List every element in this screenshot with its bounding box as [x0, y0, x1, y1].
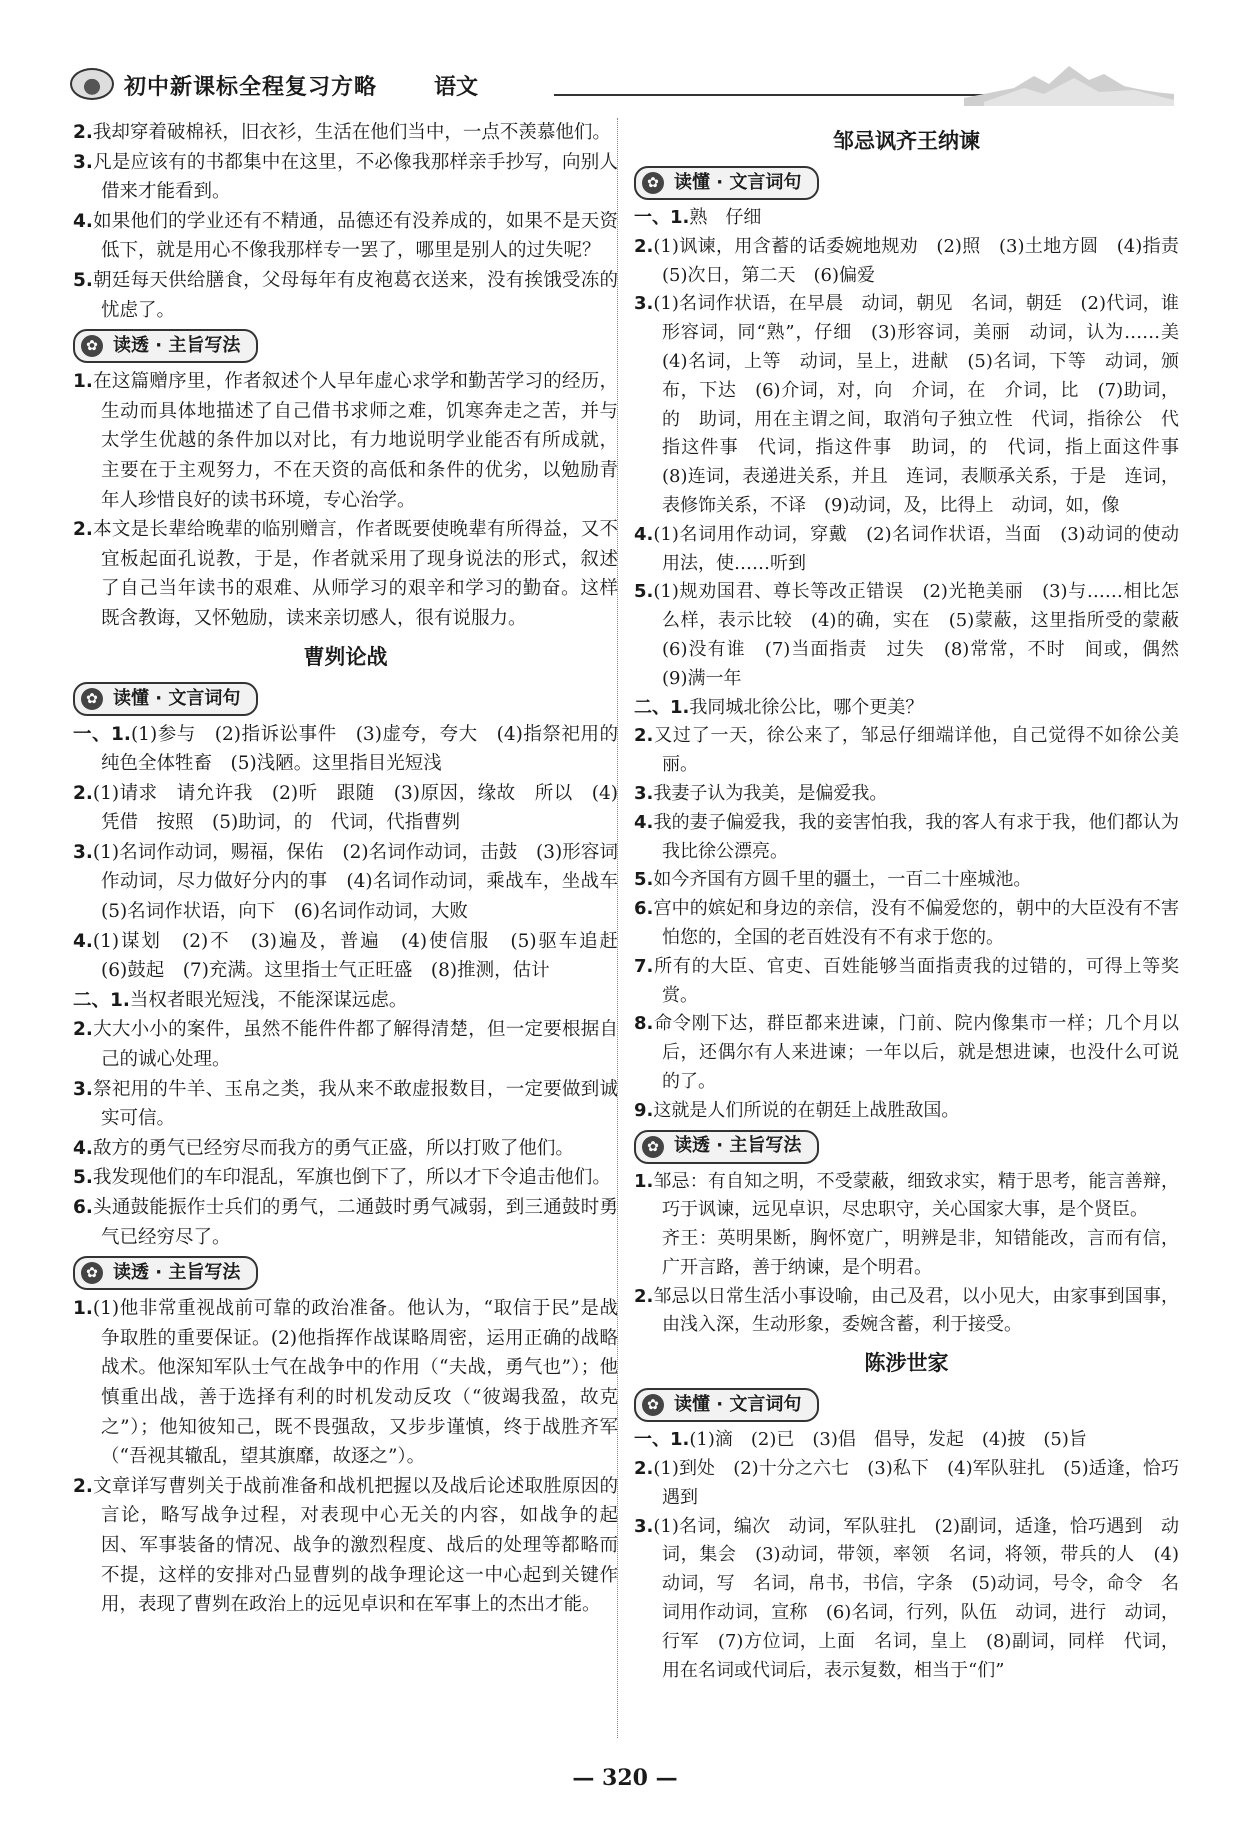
answer-item [73, 720, 618, 779]
answer-item [73, 986, 618, 1016]
mountain-decoration-icon [964, 58, 1174, 106]
answer-item [73, 515, 618, 633]
item-number: 4. [73, 930, 93, 952]
item-number: 一、1. [634, 207, 690, 228]
answer-item [634, 521, 1179, 579]
item-number: 5. [73, 269, 93, 291]
item-number: 7. [634, 955, 654, 977]
section-tag [634, 166, 819, 200]
answer-item [634, 1097, 1179, 1126]
item-number: 3. [634, 293, 654, 315]
flower-icon: ✿ [642, 172, 664, 194]
section-tag-label: 读透 · 主旨写法 [113, 335, 241, 357]
answer-item [634, 1513, 1179, 1686]
item-number: 1. [73, 371, 93, 393]
item-text: 在这篇赠序里，作者叙述个人早年虚心求学和勤苦学习的经历，生动而具体地描述了自己借书求师之难，饥寒奔走之苦，并与太学生优越的条件加以对比，有力地说明学业能否有所成就，主要在于主观努力，不在天资的高低和条件的优劣，以勉励青年人珍惜良好的读书环境，专心治学。 [92, 371, 618, 511]
answer-item [634, 1283, 1179, 1341]
answer-item [634, 204, 1179, 233]
item-text: (1)规劝国君、尊长等改正错误 (2)光艳美丽 (3)与……相比怎么样，表示比较 (4)的确，实在 (5)蒙蔽，这里指所受的蒙蔽 (6)没有谁 (7)当面指责 过失 (8)常常，不时 间或，偶然 (9)满一年 [653, 581, 1197, 689]
item-number: 一、1. [634, 1429, 690, 1451]
item-number: 4. [634, 523, 654, 545]
item-text: 又过了一天，徐公来了，邹忌仔细端详他，自己觉得不如徐公美丽。 [653, 725, 1179, 776]
answer-item [634, 895, 1179, 953]
answer-item [73, 1294, 618, 1472]
item-text: (1)名词，编次 动词，军队驻扎 (2)副词，适逢，恰巧遇到 动词，集会 (3)动词，带领，率领 名词，将领，带兵的人 (4)动词，写 名词，帛书，书信，字条 (5)动词，号令，命令 名词用作动词，宣称 (6)名词，行列，队伍 动词，进行 动词，行军 (7)方位词，上面 名词，皇上 (8)副词，同样 代词，用在名词或代词后，表示复数，相当于“们” [653, 1515, 1179, 1681]
answer-item [634, 694, 1179, 723]
item-number: 2. [634, 725, 654, 747]
item-number: 9. [634, 1099, 654, 1121]
answer-item [73, 779, 618, 838]
answer-item [73, 1134, 618, 1164]
answer-item [634, 578, 1197, 693]
item-text: 邹忌以日常生活小事设喻，由己及君，以小见大，由家事到国事，由浅入深，生动形象，委婉含蓄，利于接受。 [653, 1285, 1179, 1336]
item-text: (1)讽谏，用含蓄的话委婉地规劝 (2)照 (3)土地方圆 (4)指责 (5)次日，第二天 (6)偏爱 [653, 235, 1197, 286]
flower-icon: ✿ [642, 1136, 664, 1158]
answer-item [73, 1472, 618, 1620]
item-text: 所有的大臣、官吏、百姓能够当面指责我的过错的，可得上等奖赏。 [653, 955, 1179, 1006]
item-number: 3. [73, 151, 93, 173]
item-text: 大大小小的案件，虽然不能件件都了解得清楚，但一定要根据自己的诚心处理。 [92, 1019, 618, 1071]
answer-item [634, 866, 1179, 895]
answer-item [73, 838, 637, 927]
section-tag [634, 1130, 819, 1164]
item-number: 5. [634, 581, 654, 603]
item-number: 5. [73, 1167, 93, 1189]
item-text: 齐王：英明果断，胸怀宽广，明辨是非，知错能改，言而有信，广开言路，善于纳谏，是个明君。 [662, 1228, 1179, 1278]
item-number: 3. [634, 782, 654, 804]
item-text: (1)名词用作动词，穿戴 (2)名词作状语，当面 (3)动词的使动用法，使……听到 [653, 523, 1179, 574]
page-number: — 320 — [572, 1765, 678, 1791]
item-number: 一、1. [73, 723, 131, 745]
answer-item [73, 266, 618, 325]
item-number: 2. [73, 1475, 93, 1497]
answer-item [634, 722, 1179, 780]
item-text: 宫中的嫔妃和身边的亲信，没有不偏爱您的，朝中的大臣没有不害怕您的，全国的老百姓没有不有求于您的。 [653, 898, 1179, 948]
book-title: 初中新课标全程复习方略 [124, 75, 378, 100]
section-tag [634, 1388, 819, 1422]
item-text: 头通鼓能振作士兵们的勇气，二通鼓时勇气减弱，到三通鼓时勇气已经穷尽了。 [92, 1197, 618, 1248]
item-number: 2. [73, 519, 93, 541]
item-number: 1. [73, 1298, 93, 1320]
answer-item [634, 780, 1179, 809]
item-text: (1)到处 (2)十分之六七 (3)私下 (4)军队驻扎 (5)适逢，恰巧遇到 [653, 1458, 1179, 1508]
item-text: 如果他们的学业还有不精通，品德还有没养成的，如果不是天资低下，就是用心不像我那样专一罢了，哪里是别人的过失呢？ [92, 210, 618, 262]
item-number: 8. [634, 1013, 654, 1035]
section-tag-label: 读懂 · 文言词句 [674, 171, 802, 193]
flower-icon: ✿ [642, 1394, 664, 1416]
section-tag-label: 读懂 · 文言词句 [113, 687, 241, 709]
flower-icon: ✿ [81, 335, 103, 357]
item-text: 我却穿着破棉袄，旧衣衫，生活在他们当中，一点不羡慕他们。 [92, 122, 611, 143]
item-number: 2. [73, 1019, 93, 1041]
answer-item [634, 1168, 1179, 1226]
answer-item [634, 1225, 1179, 1283]
item-number: 6. [634, 898, 654, 920]
answer-item [634, 1455, 1179, 1513]
item-text: 我发现他们的车印混乱，军旗也倒下了，所以才下令追击他们。 [92, 1167, 611, 1189]
answer-item [73, 207, 618, 266]
item-text: (1)滴 (2)已 (3)倡 倡导，发起 (4)披 (5)旨 [689, 1429, 1087, 1451]
right-column [634, 118, 1197, 1685]
item-text: 凡是应该有的书都集中在这里，不必像我那样亲手抄写，向别人借来才能看到。 [92, 151, 618, 203]
item-number: 二、1. [73, 989, 130, 1011]
section-tag-label: 读透 · 主旨写法 [674, 1135, 802, 1157]
item-text: (1)谋划 (2)不 (3)遍及，普遍 (4)使信服 (5)驱车追赶 (6)鼓起 (7)充满。这里指士气正旺盛 (8)推测，估计 [92, 930, 637, 982]
item-text: 如今齐国有方圆千里的疆土，一百二十座城池。 [653, 869, 1032, 891]
item-text: 邹忌：有自知之明，不受蒙蔽，细致求实，精于思考，能言善辩，巧于讽谏，远见卓识，尽忠职守，关心国家大事，是个贤臣。 [653, 1170, 1179, 1221]
lesson-title: 邹忌讽齐王纳谏 [833, 129, 980, 153]
item-number: 4. [73, 1137, 93, 1159]
left-column [73, 118, 637, 1620]
item-number: 2. [634, 1458, 654, 1480]
answer-item [634, 290, 1197, 520]
item-text: (1)请求 请允许我 (2)听 跟随 (3)原因，缘故 所以 (4)凭借 按照 (5)助词，的 代词，代指曹刿 [92, 782, 618, 834]
subject-label: 语文 [434, 75, 479, 100]
section-tag-label: 读透 · 主旨写法 [113, 1262, 241, 1284]
item-number: 3. [73, 841, 93, 863]
item-number: 4. [634, 811, 654, 833]
item-number: 6. [73, 1197, 93, 1218]
section-tag [73, 682, 258, 716]
item-text: 熟 仔细 [689, 207, 762, 228]
item-number: 2. [73, 122, 93, 143]
item-number: 2. [634, 1285, 654, 1307]
section-tag [73, 329, 258, 363]
item-text: 本文是长辈给晚辈的临别赠言，作者既要使晚辈有所得益，又不宜板起面孔说教，于是，作者就采用了现身说法的形式，叙述了自己当年读书的艰难、从师学习的艰辛和学习的勤奋。这样既含教诲，又怀勉励，读来亲切感人，很有说服力。 [92, 519, 618, 629]
item-text: 我同城北徐公比，哪个更美？ [689, 696, 924, 718]
item-text: 这就是人们所说的在朝廷上战胜敌国。 [653, 1099, 960, 1121]
item-text: 命令刚下达，群臣都来进谏，门前、院内像集市一样；几个月以后，还偶尔有人来进谏；一年以后，就是想进谏，也没什么可说的了。 [653, 1013, 1179, 1092]
item-number: 2. [73, 782, 93, 804]
lesson-title: 陈涉世家 [864, 1351, 949, 1376]
lesson-title: 曹刿论战 [303, 644, 388, 669]
item-number: 3. [634, 1515, 654, 1537]
answer-item [73, 1163, 618, 1193]
item-text: (1)名词作动词，赐福，保佑 (2)名词作动词，击鼓 (3)形容词作动词，尽力做好分内的事 (4)名词作动词，乘战车，坐战车 (5)名词作状语，向下 (6)名词作动词，大败 [92, 841, 637, 923]
item-text: 文章详写曹刿关于战前准备和战机把握以及战后论述取胜原因的言论，略写战争过程，对表现中心无关的内容，如战争的起因、军事装备的情况、战争的激烈程度、战后的处理等都略而不提，这样的安排对凸显曹刿的战争理论这一中心起到关键作用，表现了曹刿在政治上的远见卓识和在军事上的杰出才能。 [92, 1475, 618, 1616]
item-text: (1)名词作状语，在早晨 动词，朝见 名词，朝廷 (2)代词，谁 形容词，同“熟”，仔细 (3)形容词，美丽 动词，认为……美 (4)名词，上等 动词，呈上，进献 (5)名词，下等 动词，颁布，下达 (6)介词，对，向 介词，在 介词，比 (7)助词，的 助词，用在主谓之间，取消句子独立性 代词，指徐公 代指这件事 代词，指这件事 助词，的 代词，指上面这件事 (8)连词，表递进关系，并且 连词，表顺承关系，于是 连词，表修饰关系，不译 (9)动词，及，比得上 动词，如，像 [653, 293, 1197, 516]
answer-item [634, 809, 1179, 867]
section-tag-label: 读懂 · 文言词句 [674, 1393, 802, 1415]
item-text: 我妻子认为我美，是偏爱我。 [653, 782, 888, 804]
flower-icon: ✿ [81, 1262, 103, 1284]
item-number: 4. [73, 210, 93, 232]
answer-item [73, 1193, 618, 1252]
item-number: 3. [73, 1078, 93, 1100]
item-text: (1)参与 (2)指诉讼事件 (3)虚夸，夸大 (4)指祭祀用的纯色全体牲畜 (5)浅陋。这里指目光短浅 [101, 723, 618, 775]
item-text: (1)他非常重视战前可靠的政治准备。他认为，“取信于民”是战争取胜的重要保证。(2)他指挥作战谋略周密，运用正确的战略战术。他深知军队士气在战争中的作用（“夫战，勇气也”）；他慎重出战，善于选择有利的时机发动反攻（“彼竭我盈，故克之”）；他知彼知己，既不畏强敌，又步步谨慎，终于战胜齐军（“吾视其辙乱，望其旗靡，故逐之”）。 [92, 1298, 618, 1468]
answer-item [634, 1426, 1179, 1455]
item-number: 2. [634, 235, 654, 257]
item-number: 1. [634, 1170, 654, 1192]
item-text: 我的妻子偏爱我，我的妾害怕我，我的客人有求于我，他们都认为我比徐公漂亮。 [653, 811, 1179, 862]
answer-item [73, 367, 618, 515]
item-text: 敌方的勇气已经穷尽而我方的勇气正盛，所以打败了他们。 [92, 1137, 574, 1159]
publisher-logo-icon [70, 68, 114, 100]
answer-item [73, 148, 618, 207]
item-number: 二、1. [634, 696, 690, 718]
answer-item [634, 233, 1197, 291]
answer-item [634, 953, 1179, 1011]
section-tag [73, 1256, 258, 1290]
answer-item [73, 927, 637, 986]
answer-item [73, 1015, 618, 1074]
item-number: 5. [634, 869, 654, 891]
item-text: 祭祀用的牛羊、玉帛之类，我从来不敢虚报数目，一定要做到诚实可信。 [92, 1078, 618, 1130]
page-header [64, 58, 1194, 108]
answer-item [73, 1075, 618, 1134]
answer-item [634, 1010, 1179, 1096]
flower-icon: ✿ [81, 688, 103, 710]
item-text: 当权者眼光短浅，不能深谋远虑。 [129, 989, 408, 1011]
item-text: 朝廷每天供给膳食，父母每年有皮袍葛衣送来，没有挨饿受冻的忧虑了。 [92, 269, 618, 321]
answer-item [73, 118, 618, 148]
